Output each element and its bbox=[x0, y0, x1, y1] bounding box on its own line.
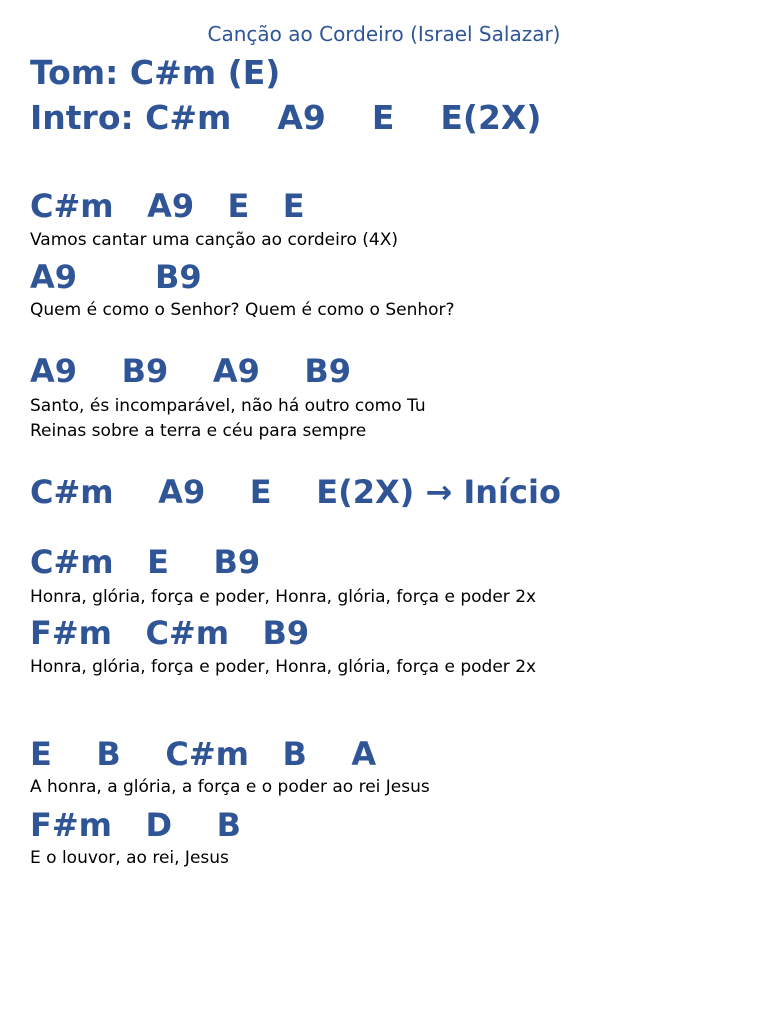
chord-line-3: A9 B9 A9 B9 bbox=[30, 352, 352, 390]
chord-line-4 bbox=[30, 473, 561, 511]
chord-line-4-target: Início bbox=[452, 473, 561, 511]
lyric-line-6: Honra, glória, força e poder, Honra, glória, força e poder 2x bbox=[30, 657, 537, 677]
lyric-line-2: Quem é como o Senhor? Quem é como o Senhor? bbox=[30, 300, 455, 320]
chord-line-4-chords: C#m A9 E E(2X) bbox=[30, 473, 426, 511]
chord-line-7: E B C#m B A bbox=[30, 735, 377, 773]
song-title: Canção ao Cordeiro (Israel Salazar) bbox=[207, 22, 561, 46]
chord-line-5: C#m E B9 bbox=[30, 543, 261, 581]
key-line: Tom: C#m (E) bbox=[30, 53, 281, 92]
lyric-line-1: Vamos cantar uma canção ao cordeiro (4X) bbox=[30, 230, 399, 250]
arrow-right-icon: → bbox=[425, 473, 453, 511]
chord-line-8: F#m D B bbox=[30, 806, 241, 844]
lyric-line-3a: Santo, és incomparável, não há outro como Tu bbox=[30, 396, 426, 416]
chord-line-2: A9 B9 bbox=[30, 258, 202, 296]
lyric-line-8: E o louvor, ao rei, Jesus bbox=[30, 848, 229, 868]
chord-line-1: C#m A9 E E bbox=[30, 187, 305, 225]
lyric-line-7: A honra, a glória, a força e o poder ao rei Jesus bbox=[30, 777, 430, 797]
intro-line: Intro: C#m A9 E E(2X) bbox=[30, 98, 542, 137]
chord-line-6: F#m C#m B9 bbox=[30, 614, 310, 652]
lyric-line-3b: Reinas sobre a terra e céu para sempre bbox=[30, 421, 367, 441]
lyric-line-5: Honra, glória, força e poder, Honra, glória, força e poder 2x bbox=[30, 587, 537, 607]
